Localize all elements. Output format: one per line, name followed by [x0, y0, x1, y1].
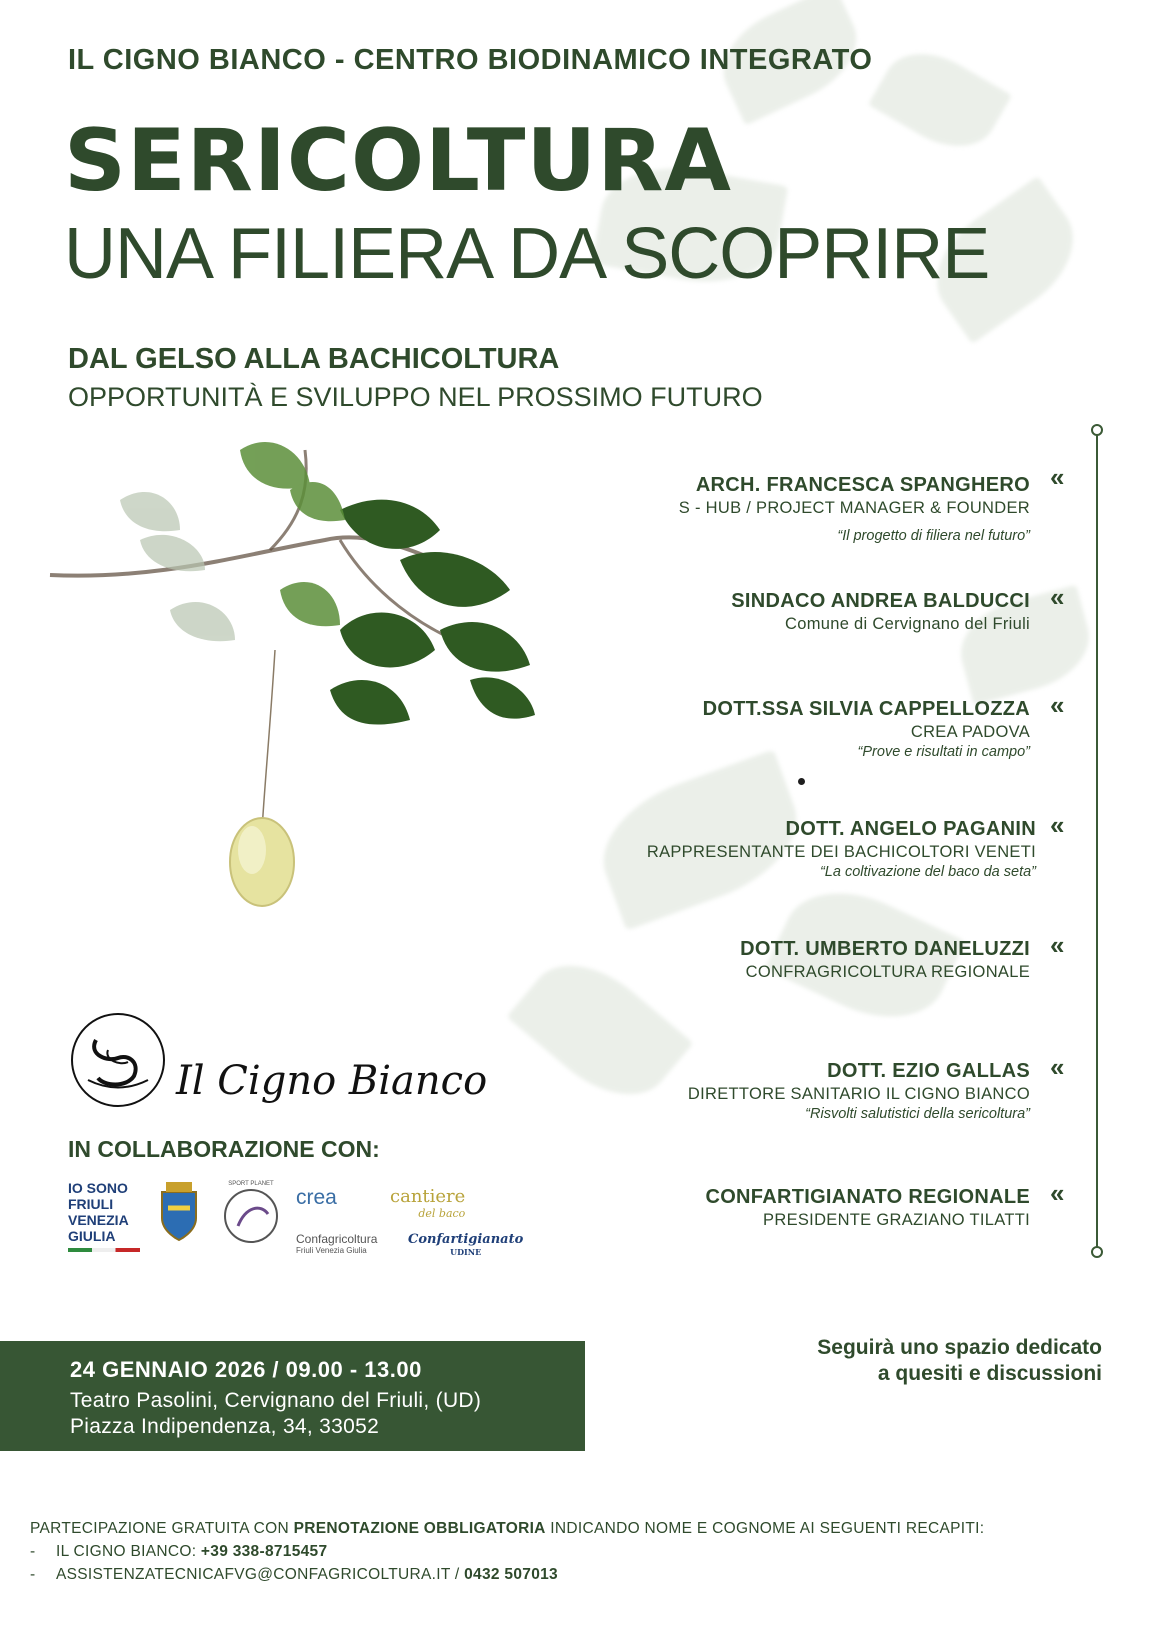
speaker-entry	[647, 818, 1036, 880]
background-leaf	[868, 35, 1012, 164]
contact-line	[30, 1541, 984, 1564]
speaker-name: SINDACO ANDREA BALDUCCI	[731, 590, 1030, 612]
speaker-name: DOTT. EZIO GALLAS	[827, 1060, 1030, 1082]
logo-text: Il Cigno Bianco	[176, 1058, 488, 1104]
sport-planet-label: SPORT PLANET	[228, 1181, 274, 1187]
list-bullet: -	[30, 1565, 36, 1583]
speaker-name: DOTT.SSA SILVIA CAPPELLOZZA	[702, 698, 1030, 720]
event-address: Piazza Indipendenza, 34, 33052	[70, 1415, 380, 1438]
speaker-entry	[688, 1060, 1030, 1122]
contact-label: IL CIGNO BIANCO:	[56, 1542, 201, 1560]
speaker-role: S - HUB / PROJECT MANAGER & FOUNDER	[678, 499, 1030, 517]
chevron-left-icon: «	[1050, 930, 1065, 960]
speaker-name: DOTT. ANGELO PAGANIN	[785, 818, 1036, 840]
crea-logo	[296, 1186, 337, 1210]
contact-line	[30, 1564, 984, 1587]
chevron-left-icon: «	[1050, 1052, 1065, 1082]
speaker-entry	[705, 1186, 1030, 1230]
cigno-bianco-logo	[68, 1010, 488, 1120]
swan-icon	[68, 1010, 168, 1110]
cantiere-del-baco-logo	[390, 1186, 465, 1220]
event-info-box	[0, 1341, 585, 1451]
contact-phone: 0432 507013	[464, 1565, 558, 1583]
list-bullet: -	[30, 1542, 36, 1560]
timeline-line	[1096, 428, 1098, 1254]
chevron-left-icon: «	[1050, 690, 1065, 720]
followup-line: a quesiti e discussioni	[877, 1362, 1102, 1386]
speaker-name: ARCH. FRANCESCA SPANGHERO	[695, 474, 1030, 496]
fvg-logo-line: FRIULI	[68, 1196, 114, 1213]
speaker-role: RAPPRESENTANTE DEI BACHICOLTORI VENETI	[646, 843, 1036, 861]
registration-intro	[30, 1518, 984, 1541]
mulberry-branch-illustration	[40, 430, 560, 970]
decorative-dot	[798, 778, 805, 785]
registration-info	[30, 1518, 984, 1587]
partner-logos	[68, 1176, 524, 1266]
italian-flag-stripe	[68, 1248, 140, 1252]
speaker-name: DOTT. UMBERTO DANELUZZI	[740, 938, 1030, 960]
followup-line: Seguirà uno spazio dedicato	[817, 1336, 1102, 1359]
municipal-crest-icon	[156, 1178, 202, 1248]
topic-heading: DAL GELSO ALLA BACHICOLTURA	[68, 343, 560, 375]
chevron-left-icon: «	[1050, 1178, 1065, 1208]
confagricoltura-logo	[296, 1232, 377, 1255]
confagricoltura-logo-text: Confagricoltura	[296, 1232, 378, 1246]
registration-required: PRENOTAZIONE OBBLIGATORIA	[293, 1520, 546, 1537]
speaker-role: CREA PADOVA	[910, 723, 1030, 741]
speaker-entry	[740, 938, 1030, 982]
cantiere-logo-text: cantiere	[390, 1186, 466, 1207]
confartigianato-logo	[408, 1232, 523, 1257]
confagricoltura-logo-subtext: Friuli Venezia Giulia	[296, 1246, 367, 1255]
organization-heading: IL CIGNO BIANCO - CENTRO BIODINAMICO INTEGRATO	[68, 44, 873, 76]
speaker-entry	[731, 590, 1030, 634]
collaboration-heading: IN COLLABORAZIONE CON:	[68, 1136, 380, 1162]
speaker-talk: “Il progetto di filiera nel futuro”	[837, 528, 1030, 544]
contact-phone: +39 338-8715457	[200, 1542, 328, 1560]
speaker-entry	[679, 474, 1030, 544]
fvg-logo-line: GIULIA	[68, 1228, 116, 1245]
confartigianato-logo-subtext: UDINE	[450, 1247, 482, 1257]
fvg-logo-line: IO SONO	[68, 1180, 128, 1196]
fvg-logo-line: VENEZIA	[68, 1212, 129, 1229]
speaker-role: DIRETTORE SANITARIO IL CIGNO BIANCO	[687, 1085, 1030, 1103]
page-title: SERICOLTURA	[64, 111, 732, 211]
speaker-name: CONFARTIGIANATO REGIONALE	[705, 1186, 1030, 1208]
registration-intro-text: PARTECIPAZIONE GRATUITA CON	[30, 1520, 294, 1537]
speaker-role: CONFRAGRICOLTURA REGIONALE	[745, 963, 1030, 981]
sport-planet-logo	[216, 1176, 286, 1246]
chevron-left-icon: «	[1050, 462, 1065, 492]
speaker-role: Comune di Cervignano del Friuli	[785, 615, 1030, 633]
speaker-talk: “Prove e risultati in campo”	[857, 744, 1030, 760]
event-venue: Teatro Pasolini, Cervignano del Friuli, (UD)	[70, 1389, 482, 1412]
event-date-time: 24 GENNAIO 2026 / 09.00 - 13.00	[70, 1357, 422, 1382]
chevron-left-icon: «	[1050, 810, 1065, 840]
chevron-left-icon: «	[1050, 582, 1065, 612]
confartigianato-logo-text: Confartigianato	[408, 1232, 524, 1247]
timeline-end-dot	[1091, 1246, 1103, 1258]
speaker-talk: “La coltivazione del baco da seta”	[819, 864, 1036, 880]
contact-email: ASSISTENZATECNICAFVG@CONFAGRICOLTURA.IT /	[56, 1565, 465, 1583]
topic-subheading: OPPORTUNITÀ E SVILUPPO NEL PROSSIMO FUTURO	[68, 382, 763, 412]
fvg-logo	[68, 1180, 140, 1252]
timeline-start-dot	[1091, 424, 1103, 436]
page-subtitle: UNA FILIERA DA SCOPRIRE	[64, 214, 990, 294]
speaker-entry	[703, 698, 1030, 760]
crea-logo-text: crea	[296, 1186, 337, 1209]
speaker-talk: “Risvolti salutistici della sericoltura”	[805, 1106, 1030, 1122]
speaker-role: PRESIDENTE GRAZIANO TILATTI	[763, 1211, 1030, 1229]
cantiere-logo-subtext: del baco	[418, 1207, 466, 1220]
followup-note	[817, 1335, 1102, 1388]
registration-intro-text: INDICANDO NOME E COGNOME AI SEGUENTI RECAPITI:	[545, 1520, 985, 1537]
